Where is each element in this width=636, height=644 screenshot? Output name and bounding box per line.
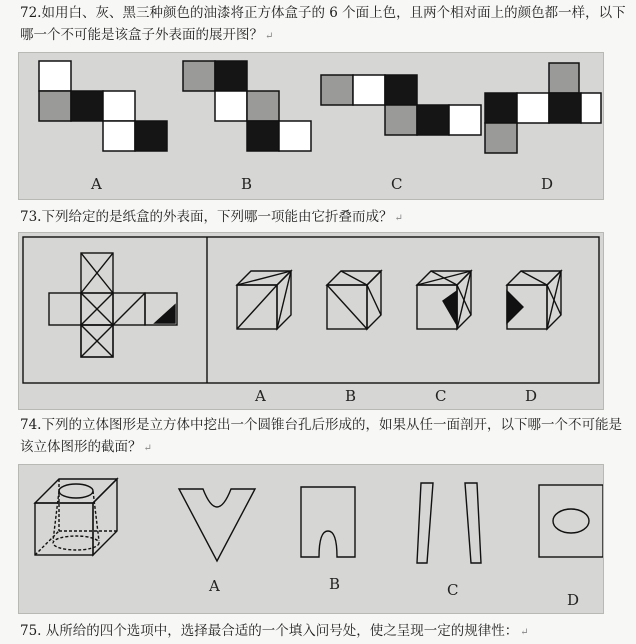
question-75-text: 75. 从所给的四个选项中，选择最合适的一个填入问号处，使之呈现一定的规律性： [20,623,519,639]
question-75 [20,620,630,644]
net-b [183,61,311,151]
q74-option-c-left-shape [417,483,433,563]
question-72-text: 72.如用白、灰、黑三种颜色的油漆将正方体盒子的 6 个面上色，且两个相对面上的颜色都一样，以下哪一个不可能是该盒子外表面的展开图？ [20,5,626,43]
q72-option-a-label: A [91,175,102,193]
q72-option-c-label: C [391,175,403,193]
q72-option-d-label: D [541,175,554,193]
q73-figure-panel [18,232,604,410]
return-mark: ↵ [394,213,403,224]
question-73 [20,206,630,230]
q74-option-c-label: C [447,581,459,599]
q74-option-d-label: D [567,591,580,609]
q73-cube-c [417,271,471,329]
q72-figure-panel [18,52,604,200]
q74-figure-svg [19,465,603,613]
q73-cube-b [327,271,381,329]
question-74-text: 74.下列的立体图形是立方体中挖出一个圆锥台孔后形成的，如果从任一面剖开，以下哪一个不可能是该立体图形的截面？ [20,417,622,455]
q73-cube-a [237,271,291,329]
q74-option-b-label: B [329,575,341,593]
q74-option-a-label: A [209,577,220,595]
return-mark: ↵ [520,627,529,638]
q72-option-b-label: B [241,175,253,193]
q72-nets-svg [19,53,603,199]
q73-option-d-label: D [525,387,538,405]
q73-option-a-label: A [255,387,266,405]
q74-solid [35,479,117,555]
q74-option-b-shape [301,487,355,557]
q73-option-b-label: B [345,387,357,405]
q73-option-c-label: C [435,387,447,405]
q74-option-d-square [539,485,603,557]
q73-figure-svg [19,233,603,409]
q74-option-d-ellipse [553,509,589,533]
question-74 [20,414,630,460]
question-72 [20,2,630,48]
return-mark: ↵ [143,443,152,454]
q74-option-c-right-shape [465,483,481,563]
question-73-text: 73.下列给定的是纸盒的外表面，下列哪一项能由它折叠而成？ [20,209,393,225]
net-d [485,63,601,153]
net-c [321,75,481,135]
q73-net [49,253,177,357]
q74-figure-panel [18,464,604,614]
q73-cube-d [507,271,561,329]
q74-option-a-shape [179,489,255,561]
net-a [39,61,167,151]
return-mark: ↵ [265,31,274,42]
